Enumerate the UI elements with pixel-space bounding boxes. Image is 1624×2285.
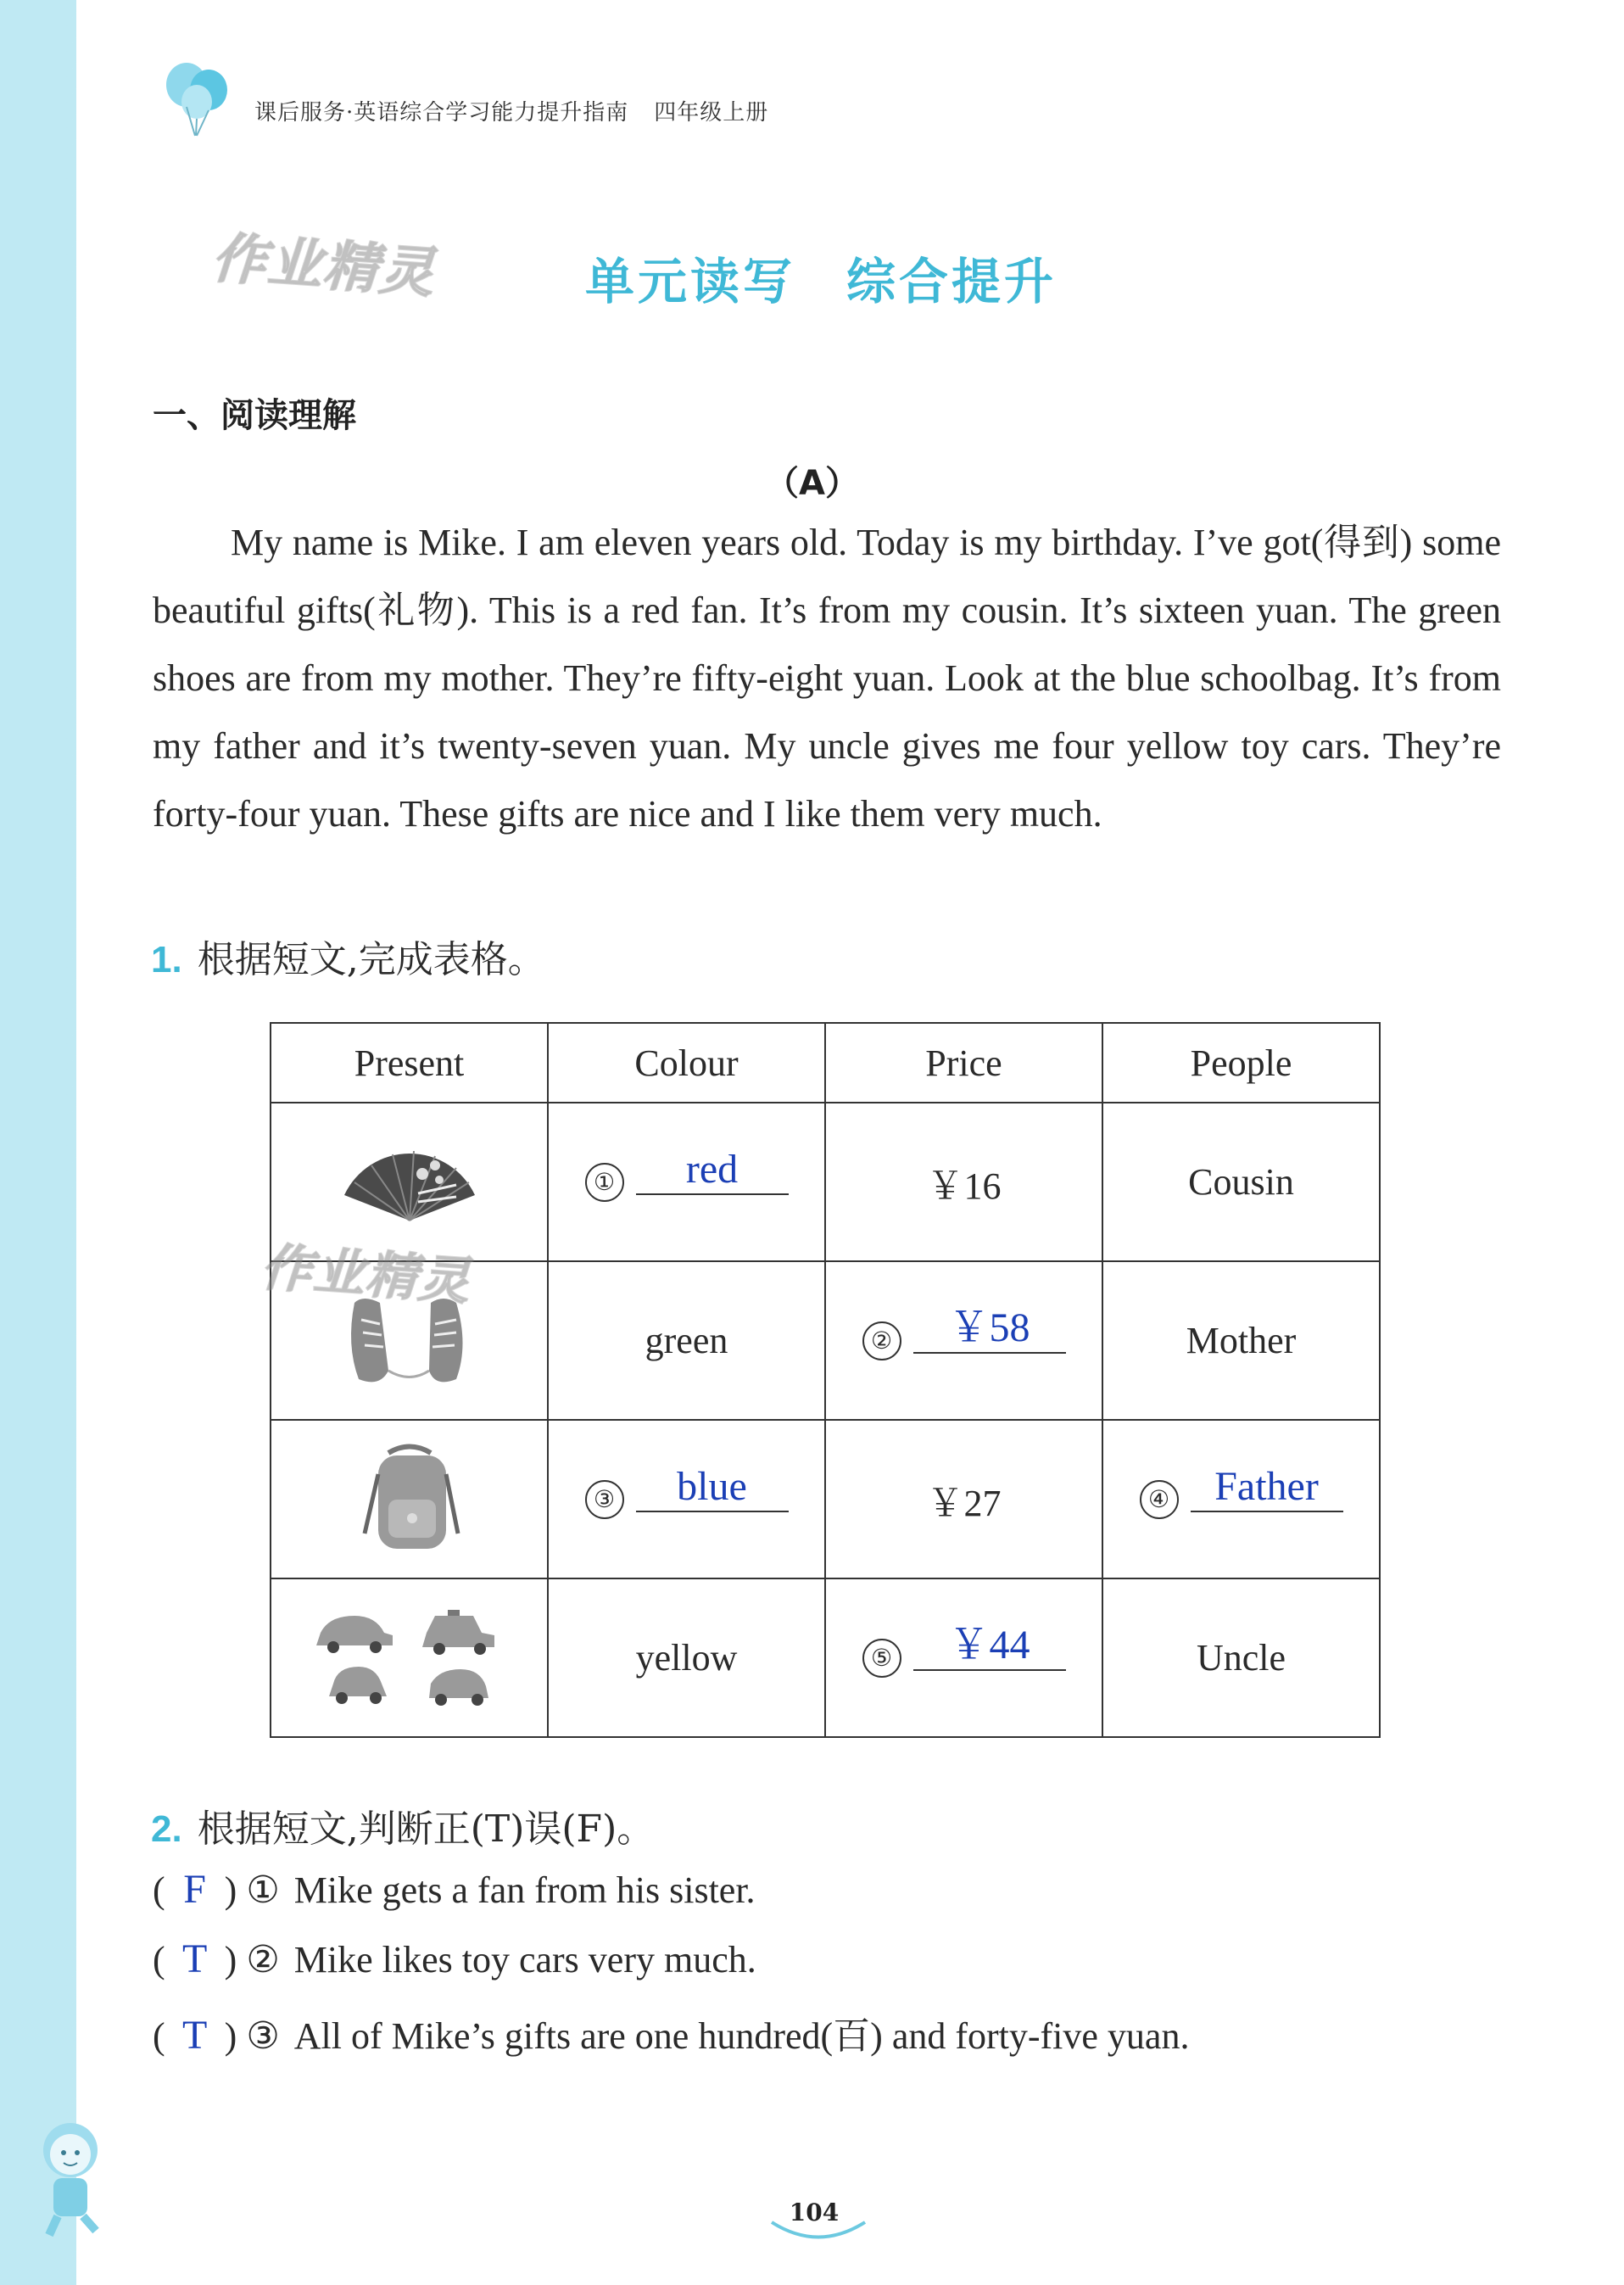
- tf-statement: Mike likes toy cars very much.: [293, 1939, 756, 1981]
- passage-label: （A）: [765, 464, 859, 503]
- header-people: People: [1102, 1023, 1380, 1103]
- price-cell: [825, 1578, 1102, 1737]
- page-title: [585, 242, 1057, 313]
- colour-cell: green: [548, 1261, 825, 1420]
- colour-cell: [548, 1420, 825, 1578]
- header-series-text: [254, 95, 768, 126]
- kid-mascot-icon: [24, 2112, 126, 2239]
- colour-cell: [548, 1103, 825, 1261]
- question-2-title: [151, 1798, 654, 1852]
- tf-statement: All of Mike’s gifts are one hundred(百) and forty-five yuan.: [293, 2015, 1190, 2057]
- people-cell: Mother: [1102, 1261, 1380, 1420]
- header-grade: 四年级上册: [654, 100, 769, 126]
- question-1-number: 1.: [151, 939, 182, 980]
- page-number: 104: [789, 2198, 840, 2226]
- answer-blank: Father: [1191, 1463, 1343, 1512]
- people-cell: [1102, 1420, 1380, 1578]
- balloons-icon: [159, 58, 236, 142]
- price-cell: ￥27: [825, 1420, 1102, 1578]
- fan-icon: [338, 1136, 482, 1229]
- present-cell: [271, 1578, 548, 1737]
- section-heading: 一、阅读理解: [153, 396, 356, 435]
- question-1-text: 根据短文,完成表格。: [197, 938, 545, 981]
- title-part2: 综合提升: [846, 253, 1058, 310]
- paren-close: ): [224, 1869, 237, 1911]
- reading-passage: [153, 509, 1501, 848]
- watermark: 作业精灵: [209, 226, 438, 306]
- title-part1: 单元读写: [585, 253, 796, 310]
- price-cell: ￥16: [825, 1103, 1102, 1261]
- table-row: [271, 1420, 1380, 1578]
- table-row: [271, 1103, 1380, 1261]
- header-present: Present: [271, 1023, 548, 1103]
- watermark: 作业精灵: [259, 1237, 473, 1312]
- answer-blank: blue: [636, 1463, 789, 1512]
- answer-blank: ￥58: [913, 1305, 1066, 1354]
- tf-statement: Mike gets a fan from his sister.: [293, 1869, 756, 1911]
- tf-answer: T: [181, 2013, 208, 2058]
- toy-cars-icon: [312, 1603, 507, 1713]
- tf-answer: T: [181, 1936, 208, 1981]
- circled-number: ⑤: [862, 1639, 901, 1678]
- table-header-row: [271, 1023, 1380, 1103]
- schoolbag-icon: [354, 1440, 465, 1559]
- answer-blank: red: [636, 1146, 789, 1195]
- price-cell: [825, 1261, 1102, 1420]
- paren-open: (: [153, 2015, 165, 2057]
- circled-number: ①: [585, 1163, 624, 1202]
- circled-number: ②: [862, 1321, 901, 1360]
- people-cell: Uncle: [1102, 1578, 1380, 1737]
- paren-open: (: [153, 1939, 165, 1981]
- tf-circled-number: ②: [246, 1939, 280, 1981]
- true-false-item: [153, 2005, 1189, 2059]
- question-2-text: 根据短文,判断正(T)误(F)。: [197, 1807, 655, 1851]
- tf-answer: F: [183, 1867, 206, 1912]
- paren-open: (: [153, 1869, 165, 1911]
- colour-cell: yellow: [548, 1578, 825, 1737]
- passage-text: My name is Mike. I am eleven years old. Today is my birthday. I’ve got(得到) some beautiful gifts(礼物). This is a red fan. It’s from my cousin. It’s sixteen yuan. The green shoes are from my mother. They’re fifty-eight yuan. Look at the blue schoolbag. It’s from my father and it’s twenty-seven yuan. My uncle gives me four yellow toy cars. They’re forty-four yuan. These gifts are nice and I like them very much.: [153, 522, 1501, 835]
- people-cell: Cousin: [1102, 1103, 1380, 1261]
- table-row: [271, 1578, 1380, 1737]
- circled-number: ④: [1140, 1480, 1179, 1519]
- header-price: Price: [825, 1023, 1102, 1103]
- paren-close: ): [224, 2015, 237, 2057]
- gifts-table: [270, 1022, 1381, 1738]
- question-1-title: [151, 929, 545, 983]
- header-series: 课后服务·英语综合学习能力提升指南: [254, 100, 629, 126]
- true-false-item: [153, 1866, 756, 1913]
- present-cell: [271, 1420, 548, 1578]
- tf-circled-number: ③: [246, 2015, 280, 2057]
- paren-close: ): [224, 1939, 237, 1981]
- circled-number: ③: [585, 1480, 624, 1519]
- question-2-number: 2.: [151, 1808, 182, 1850]
- true-false-item: [153, 1936, 756, 1982]
- header-colour: Colour: [548, 1023, 825, 1103]
- tf-circled-number: ①: [246, 1869, 280, 1911]
- answer-blank: ￥44: [913, 1622, 1066, 1671]
